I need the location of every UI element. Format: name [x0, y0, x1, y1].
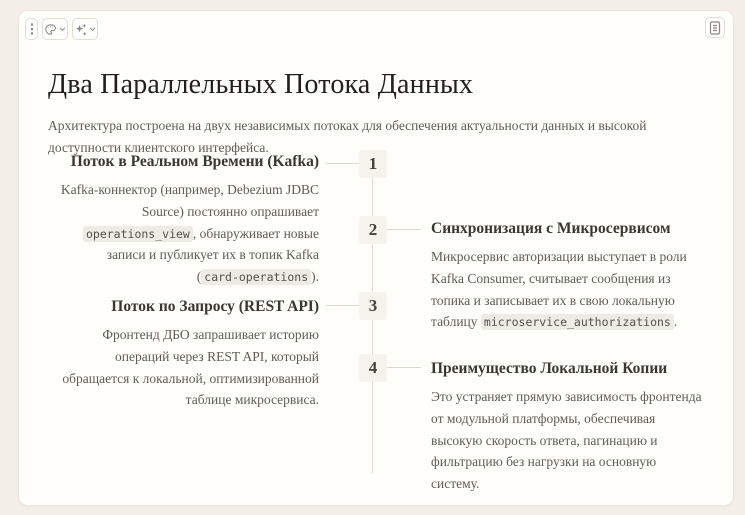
page-title: Два Параллельных Потока Данных [48, 68, 474, 100]
chevron-down-icon [59, 27, 66, 32]
timeline-number-badge: 2 [359, 216, 387, 244]
timeline-item-body: Это устраняет прямую зависимость фронтенда от модульной платформы, обеспечивая высокую скорость ответа, пагинацию и фильтрацию без нагрузки на основную систему. [431, 389, 702, 491]
timeline-item-title: Поток в Реальном Времени (Kafka) [70, 153, 319, 170]
timeline-item-body: Фронтенд ДБО запрашивает историю операций через REST API, который обращается к локальной, оптимизированной таблице микросервиса. [62, 327, 319, 408]
palette-icon [44, 23, 57, 36]
timeline-connector [387, 229, 421, 230]
timeline-item [431, 219, 703, 333]
timeline-item-title: Синхронизация с Микросервисом [431, 220, 671, 237]
timeline-item-body: Микросервис авторизации выступает в роли Kafka Consumer, считывает сообщения из топика и записывает их в свою локальную таблицу microservice_authorizations . [431, 249, 687, 330]
timeline-item [47, 297, 319, 411]
menu-button[interactable] [25, 18, 38, 40]
timeline-item-title: Поток по Запросу (REST API) [111, 298, 319, 315]
timeline-item [47, 152, 319, 287]
chevron-down-icon [89, 27, 96, 32]
timeline-connector [326, 163, 359, 164]
timeline-item-title: Преимущество Локальной Копии [431, 360, 668, 377]
intro-paragraph: Архитектура построена на двух независимых потоках для обеспечения актуальности данных и высокой доступности клиентского интерфейса. [48, 117, 647, 155]
timeline-connector [387, 367, 421, 368]
theme-button[interactable] [42, 18, 68, 40]
timeline-number-badge: 4 [359, 354, 387, 382]
timeline-connector [326, 305, 359, 306]
document-icon [709, 21, 721, 35]
timeline-number-badge: 1 [359, 150, 387, 178]
copy-document-button[interactable] [705, 17, 725, 38]
ai-actions-button[interactable] [72, 18, 98, 40]
sparkles-icon [74, 23, 87, 36]
timeline-item [431, 359, 703, 494]
kebab-menu-icon [27, 22, 37, 36]
timeline-number-badge: 3 [359, 292, 387, 320]
document-card [18, 10, 734, 506]
timeline-item-body: Kafka-коннектор (например, Debezium JDBC Source) постоянно опрашивает operations_view , обнаруживает новые записи и публикует их в топик Kafka ( card-operations ). [60, 182, 319, 284]
